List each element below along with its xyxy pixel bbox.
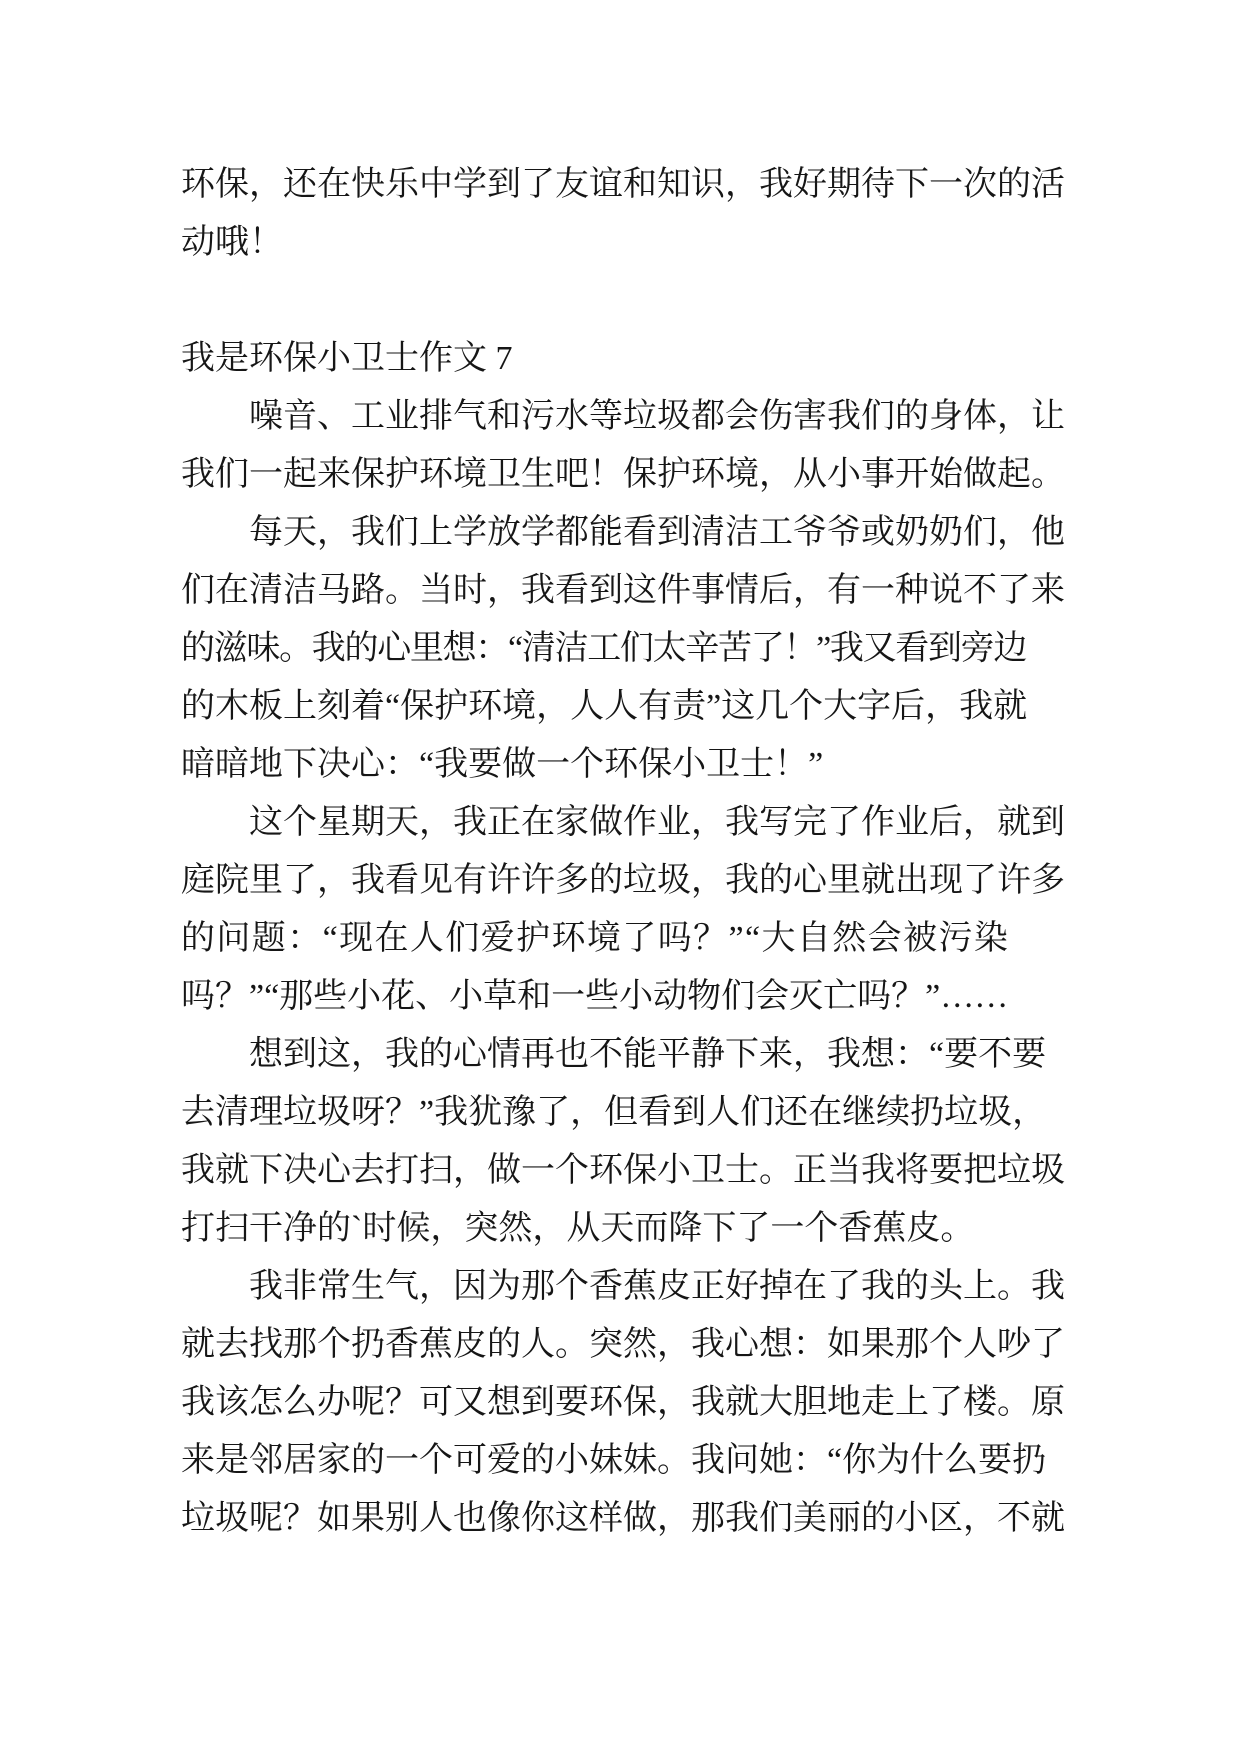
text-line: 去清理垃圾呀？”我犹豫了，但看到人们还在继续扔垃圾，	[181, 1094, 1047, 1131]
text-line: 吗？”“那些小花、小草和一些小动物们会灭亡吗？”……	[181, 978, 1009, 1015]
text-line: 每天，我们上学放学都能看到清洁工爷爷或奶奶们，他	[249, 514, 1065, 551]
text-line: 们在清洁马路。当时，我看到这件事情后，有一种说不了来	[181, 572, 1065, 609]
text-line: 的问题：“现在人们爱护环境了吗？”“大自然会被污染	[181, 920, 1010, 957]
text-line: 我们一起来保护环境卫生吧！保护环境，从小事开始做起。	[181, 456, 1065, 493]
text-line: 庭院里了，我看见有许许多的垃圾，我的心里就出现了许多	[181, 862, 1065, 899]
text-line: 我非常生气，因为那个香蕉皮正好掉在了我的头上。我	[249, 1268, 1065, 1305]
text-line: 这个星期天，我正在家做作业，我写完了作业后，就到	[249, 804, 1065, 841]
essay-text-block	[181, 156, 1071, 1548]
text-line: 噪音、工业排气和污水等垃圾都会伤害我们的身体，让	[249, 398, 1065, 435]
text-line: 动哦！	[181, 224, 283, 261]
text-line: 来是邻居家的一个可爱的小妹妹。我问她：“你为什么要扔	[181, 1442, 1047, 1479]
text-line: 暗暗地下决心：“我要做一个环保小卫士！”	[181, 746, 824, 783]
text-line: 环保，还在快乐中学到了友谊和知识，我好期待下一次的活	[181, 166, 1065, 203]
text-line: 的滋味。我的心里想：“清洁工们太辛苦了！”我又看到旁边	[181, 630, 1027, 667]
text-line: 想到这，我的心情再也不能平静下来，我想：“要不要	[249, 1036, 1047, 1073]
text-line: 我就下决心去打扫，做一个环保小卫士。正当我将要把垃圾	[181, 1152, 1065, 1189]
text-line: 打扫干净的`时候，突然，从天而降下了一个香蕉皮。	[181, 1210, 975, 1247]
text-line: 垃圾呢？如果别人也像你这样做，那我们美丽的小区，不就	[181, 1500, 1065, 1537]
blank-line	[181, 272, 1071, 330]
essay-section-title: 我是环保小卫士作文 7	[181, 340, 513, 377]
text-line: 就去找那个扔香蕉皮的人。突然，我心想：如果那个人吵了	[181, 1326, 1065, 1363]
text-line: 我该怎么办呢？可又想到要环保，我就大胆地走上了楼。原	[181, 1384, 1065, 1421]
text-line: 的木板上刻着“保护环境，人人有责”这几个大字后，我就	[181, 688, 1028, 725]
